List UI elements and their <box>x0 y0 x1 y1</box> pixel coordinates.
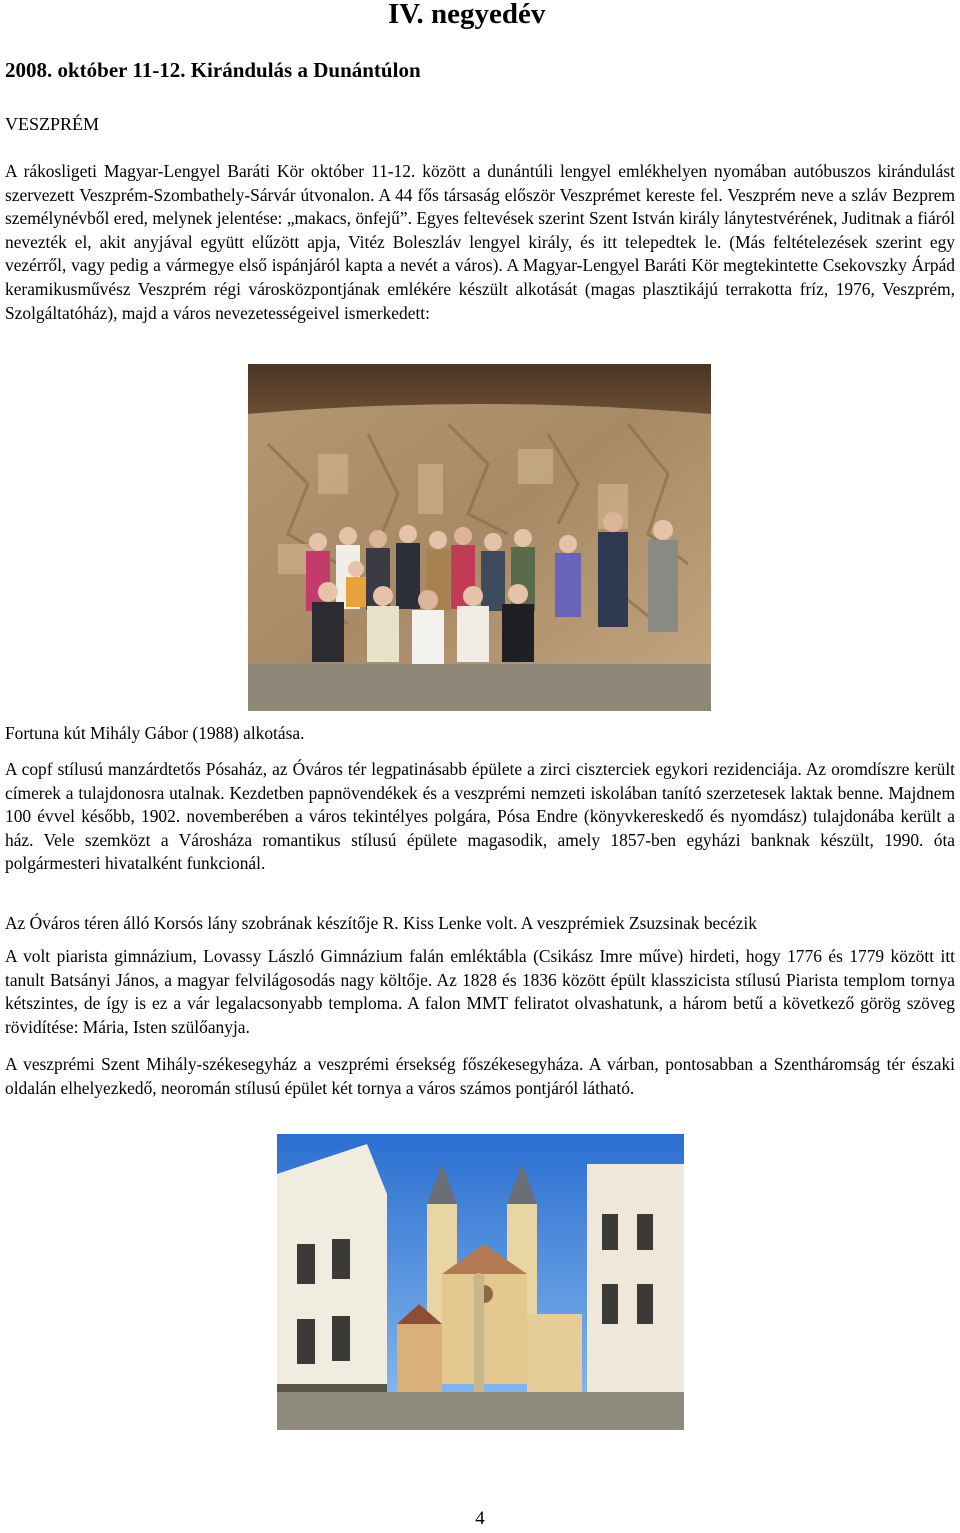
posahaz-paragraph: A copf stílusú manzárdtetős Pósaház, az Óváros tér legpatinásabb épülete a zirci ciszterciek egykori rezidenciája. Az oromdíszre került címerek a tulajdonosra utalnak. Kezdetben papnövendékek és a veszprémi nemzeti iskolában tanító szerzetesek laktak benne. Majdnem 100 évvel később, 1902. novemberében a város tekintélyes polgára, Pósa Endre (könyvkereskedő és nyomdász) tulajdonába került a ház. Vele szemközt a Városháza romantikus stílusú épülete magasodik, amely 1857-ben egyházi banknak készült, 1990. óta polgármesteri hivatalként funkcionál. <box>5 759 955 874</box>
quarter-title: IV. negyedév <box>388 0 546 30</box>
intro-paragraph: A rákosligeti Magyar-Lengyel Baráti Kör október 11-12. között a dunántúli lengyel emlékhelyen nyomában autóbuszos kirándulást szervezett Veszprém-Szombathely-Sárvár útvonalon. A 44 fős társaság először Veszprémet kereste fel. Veszprém neve a szláv Bezprem személynévből ered, melynek jelentése: „makacs, önfejű”. Egyes feltevések szerint Szent István király lánytestvérének, Juditnak a fiáról nevezték el, akit anyjával együtt elűzött apja, Vitéz Boleszláv lengyel király, és itt telepedtek le. (Más feltételezések szerint egy vezérről, vagy pedig a vármegye első ispánjáról kapta a nevét a város). A Magyar-Lengyel Baráti Kör megtekintette Csekovszky Árpád keramikusművész Veszprém régi városközpontjának emlékére készült alkotását (magas plasztikájú terrakotta fríz, 1976, Veszprém, Szolgáltatóház), majd a város nevezetességeivel ismerkedett: <box>5 161 955 323</box>
photo-caption: Fortuna kút Mihály Gábor (1988) alkotása. <box>5 723 305 743</box>
trip-heading: 2008. október 11-12. Kirándulás a Dunántúlon <box>5 58 421 82</box>
group-photo-image <box>248 364 711 711</box>
piarista-paragraph: A volt piarista gimnázium, Lovassy László Gimnázium falán emléktábla (Csikász Imre műve) hirdeti, hogy 1776 és 1779 között itt tanult Batsányi János, a magyar felvilágosodás nagy költője. Az 1828 és 1836 között épült klasszicista stílusú Piarista templom tornya kétszintes, de így is ez a vár legalacsonyabb temploma. A falon MMT feliratot olvashatunk, a három betű a következő görög szöveg rövidítése: Mária, Isten szülőanyja. <box>5 946 955 1037</box>
group-photo <box>248 364 711 711</box>
szekesegyhaz-paragraph: A veszprémi Szent Mihály-székesegyház a veszprémi érsekség főszékesegyháza. A várban, pontosabban a Szentháromság tér északi oldalán elhelyezkedő, neoromán stílusú épület két tornya a város számos pontjáról látható. <box>5 1054 955 1098</box>
korsos-paragraph: Az Óváros téren álló Korsós lány szobrának készítője R. Kiss Lenke volt. A veszprémiek Zsuzsinak becézik <box>5 913 757 933</box>
cathedral-photo <box>277 1134 684 1430</box>
page-number: 4 <box>475 1508 485 1529</box>
city-heading: VESZPRÉM <box>5 114 100 134</box>
cathedral-photo-image <box>277 1134 684 1430</box>
